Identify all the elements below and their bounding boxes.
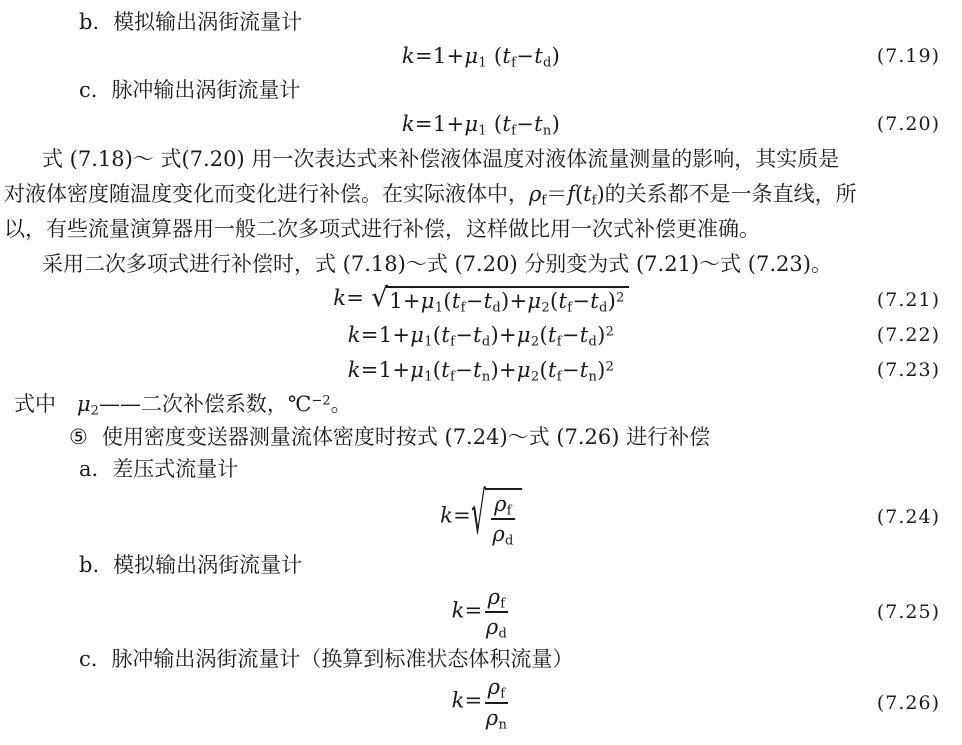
equation-row-7-25 xyxy=(4,581,958,643)
item-marker-c1: c. xyxy=(79,78,98,102)
equation-number-7-21: (7.21) xyxy=(876,288,940,311)
equation-row-7-20 xyxy=(4,106,958,142)
list-item-c-pulse-bottom xyxy=(79,643,958,675)
where-clause-line: 式中 $\mu_2——$二次补偿系数，℃$^{-2}$。 xyxy=(14,392,352,419)
formula-7-23: $k=1+\mu_1(t_f-t_n)+\mu_2(t_f-t_n)^2$ xyxy=(347,357,615,385)
equation-number-7-22: (7.22) xyxy=(876,323,940,346)
item-text-b2: 模拟输出涡街流量计 xyxy=(113,553,303,577)
equation-row-7-22 xyxy=(4,317,958,352)
item-marker-a2: a. xyxy=(79,457,99,481)
item-marker-c2: c. xyxy=(79,647,98,671)
list-item-c-pulse-top xyxy=(79,74,958,106)
list-item-a-dp xyxy=(79,453,958,485)
item-text-5: 使用密度变送器测量流体密度时按式 (7.24)～式 (7.26) 进行补偿 xyxy=(101,425,711,449)
formula-7-19: $k=1+\mu_1$ $(t_f-t_d)$ xyxy=(401,44,561,71)
equation-row-7-23 xyxy=(4,352,958,387)
item-text-b1: 模拟输出涡街流量计 xyxy=(113,10,303,34)
formula-7-25: k= $\frac{\rho_f}{\rho_d}$ xyxy=(451,584,508,642)
formula-7-24: k= √ $\frac{\rho_f}{\rho_d}$ xyxy=(440,488,522,546)
item-text-c1: 脉冲输出涡街流量计 xyxy=(111,78,301,102)
item-marker-b2: b. xyxy=(79,553,100,577)
formula-7-21: k= √ $1+\mu_1(t_f-t_d)+\mu_2(t_f-t_d)^2$ xyxy=(333,286,628,313)
item-text-c2: 脉冲输出涡街流量计（换算到标准状态体积流量） xyxy=(111,647,574,671)
item-marker-5: ⑤ xyxy=(69,425,88,449)
equation-row-7-26 xyxy=(4,675,958,733)
equation-number-7-23: (7.23) xyxy=(876,358,940,381)
formula-7-22: $k=1+\mu_1(t_f-t_d)+\mu_2(t_f-t_d)^2$ xyxy=(347,322,615,350)
equation-number-7-25: (7.25) xyxy=(876,601,940,623)
equation-row-7-21 xyxy=(4,282,958,317)
item-text-a2: 差压式流量计 xyxy=(112,457,239,481)
equation-number-7-20: (7.20) xyxy=(876,113,940,135)
paragraph-line-2: 对液体密度随温度变化而变化进行补偿。在实际液体中，$\rho_f=f(t_f)$的关系都不是一条直线，所 xyxy=(4,182,857,209)
list-item-b-analog-bottom xyxy=(79,549,958,581)
formula-7-20: $k=1+\mu_1$ $(t_f-t_n)$ xyxy=(401,112,561,139)
paragraph-line-4: 采用二次多项式进行补偿时，式 (7.18)～式 (7.20) 分别变为式 (7.21)～式 (7.23)。 xyxy=(42,252,832,276)
formula-7-26: k= $\frac{\rho_f}{\rho_n}$ xyxy=(451,675,508,733)
paragraph-line-3: 以，有些流量演算器用一般二次多项式进行补偿，这样做比用一次式补偿更准确。 xyxy=(4,217,760,241)
equation-number-7-19: (7.19) xyxy=(876,45,940,67)
equation-number-7-24: (7.24) xyxy=(876,506,940,528)
equation-row-7-19 xyxy=(4,38,958,74)
item-marker-b1: b. xyxy=(79,10,100,34)
paragraph-line-1: 式 (7.18)～ 式(7.20) 用一次表达式来补偿液体温度对液体流量测量的影响，其实质是 xyxy=(42,147,840,171)
list-item-b-analog-top xyxy=(79,6,958,38)
list-item-5-density xyxy=(69,421,958,453)
equation-row-7-24 xyxy=(4,482,958,549)
equation-number-7-26: (7.26) xyxy=(876,691,940,714)
